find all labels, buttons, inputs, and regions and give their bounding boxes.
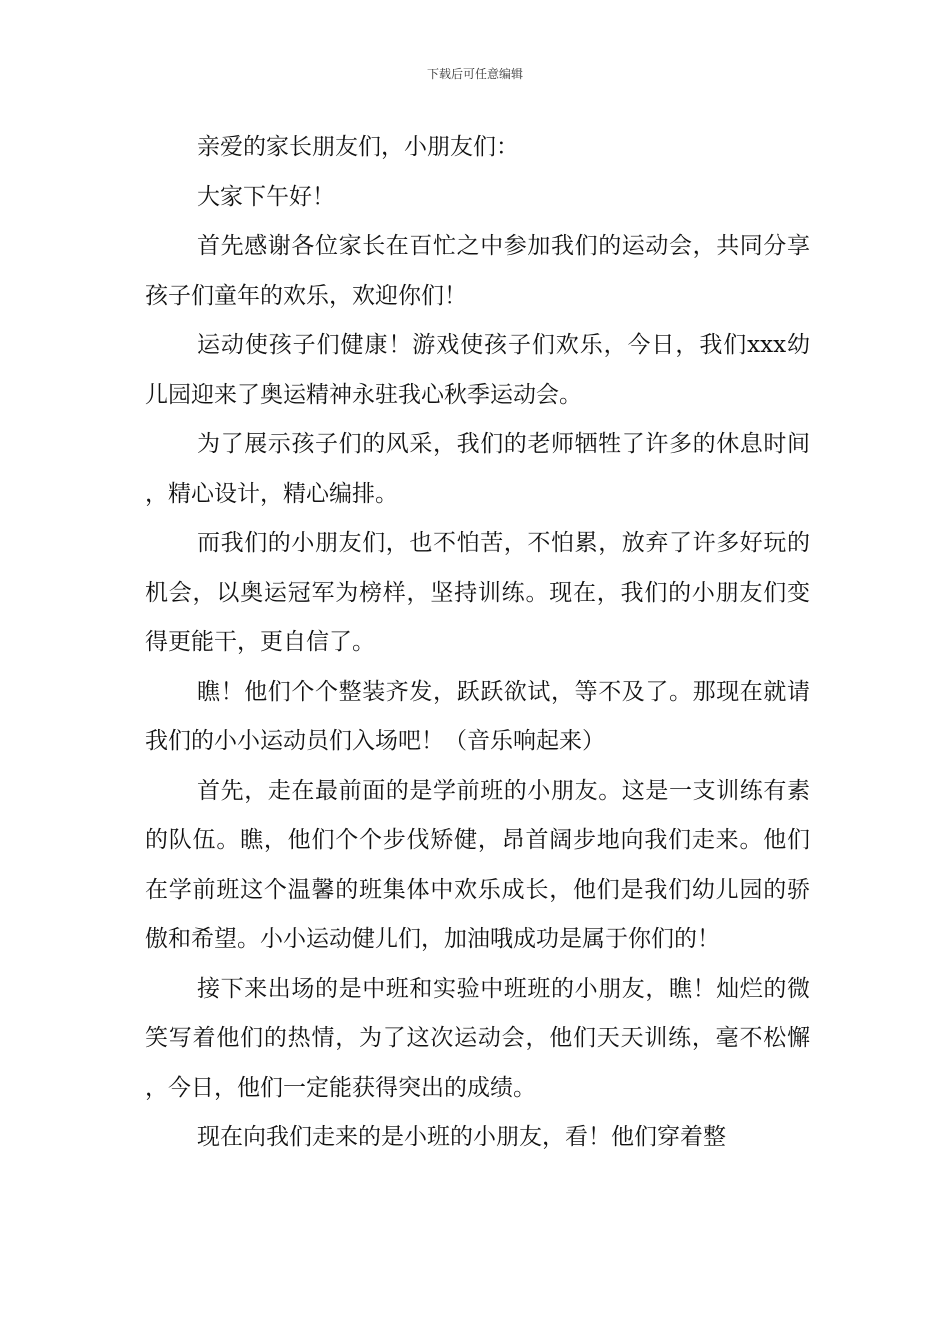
document-body [145, 123, 810, 1163]
paragraph-children: 而我们的小朋友们，也不怕苦，不怕累，放弃了许多好玩的机会，以奥运冠军为榜样，坚持训练。现在，我们的小朋友们变得更能干，更自信了。 [145, 530, 810, 655]
paragraph-preschool-class: 首先，走在最前面的是学前班的小朋友。这是一支训练有素的队伍。瞧，他们个个步伐矫健，昂首阔步地向我们走来。他们在学前班这个温馨的班集体中欢乐成长，他们是我们幼儿园的骄傲和希望。小小运动健儿们，加油哦成功是属于你们的！ [145, 777, 810, 952]
paragraph-small-class: 现在向我们走来的是小班的小朋友，看！他们穿着整 [197, 1124, 726, 1150]
paragraph-hello: 大家下午好！ [197, 183, 335, 210]
paragraph-teachers: 为了展示孩子们的风采，我们的老师牺牲了许多的休息时间，精心设计，精心编排。 [145, 431, 810, 507]
paragraph-entrance: 瞧！他们个个整装齐发，跃跃欲试，等不及了。那现在就请我们的小小运动员们入场吧！（音乐响起来） [145, 678, 810, 754]
page-header: 下载后可任意编辑 [426, 67, 523, 81]
paragraph-middle-class: 接下来出场的是中班和实验中班班的小朋友，瞧！灿烂的微笑写着他们的热情，为了这次运动会，他们天天训练，毫不松懈，今日，他们一定能获得突出的成绩。 [145, 975, 810, 1101]
paragraph-sports-meet: 运动使孩子们健康！游戏使孩子们欢乐，今日，我们xxx幼儿园迎来了奥运精神永驻我心秋季运动会。 [145, 332, 810, 408]
paragraph-thanks: 首先感谢各位家长在百忙之中参加我们的运动会，共同分享孩子们童年的欢乐，欢迎你们！ [145, 233, 810, 309]
paragraph-greeting: 亲爱的家长朋友们，小朋友们： [197, 134, 519, 160]
